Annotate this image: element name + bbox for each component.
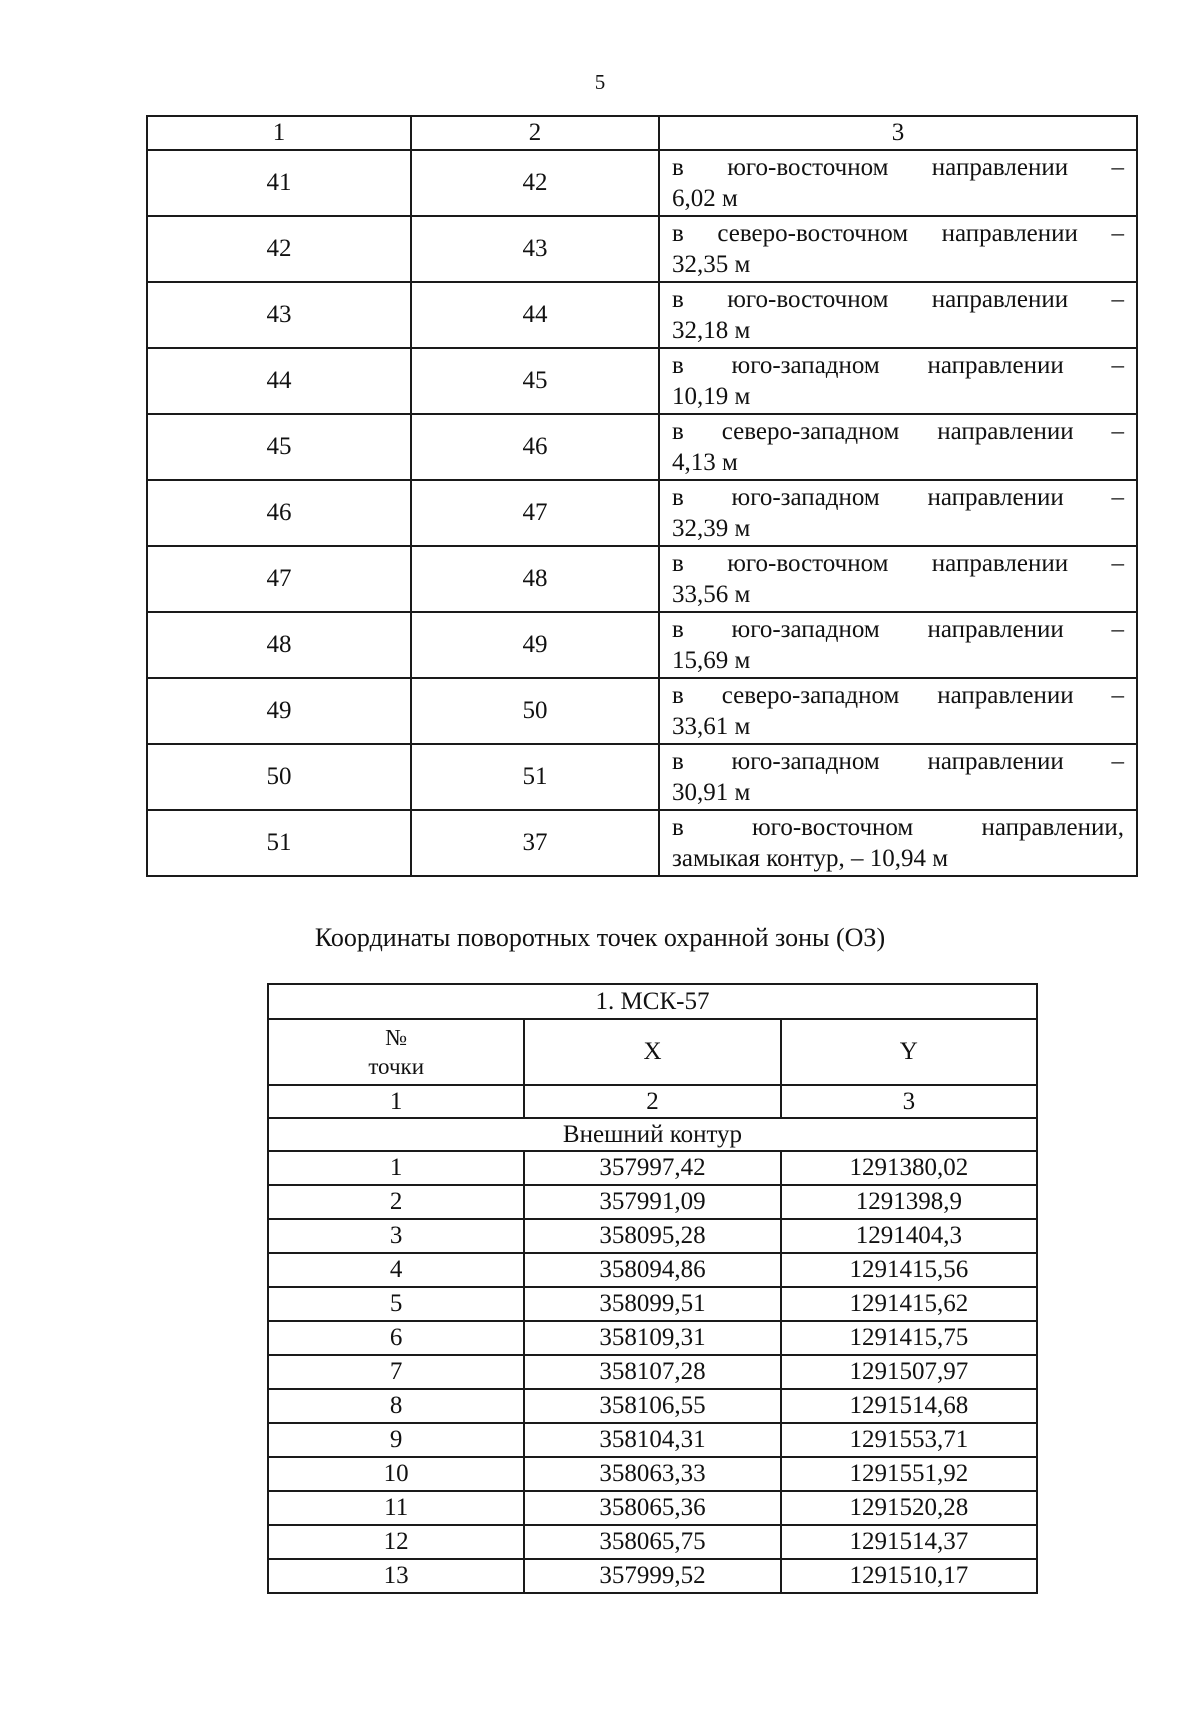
table-row: [147, 744, 1137, 810]
y-coordinate-cell: 1291415,75: [781, 1321, 1037, 1355]
to-point-cell: 42: [411, 150, 659, 216]
table-row: [268, 1253, 1037, 1287]
y-coordinate-cell: 1291510,17: [781, 1559, 1037, 1593]
to-point-cell: 43: [411, 216, 659, 282]
boundary-header-col2: 2: [411, 116, 659, 150]
table-row: [268, 1321, 1037, 1355]
distance-text: 32,39 м: [672, 515, 751, 542]
point-number-cell: 7: [268, 1355, 524, 1389]
coordinate-system-label: 1. МСК-57: [268, 984, 1037, 1019]
x-header: X: [524, 1019, 780, 1085]
to-point-cell: 46: [411, 414, 659, 480]
direction-description-cell: [659, 744, 1137, 810]
direction-text: в юго-западном направлении –: [672, 484, 1124, 511]
from-point-cell: 51: [147, 810, 411, 876]
x-coordinate-cell: 358065,36: [524, 1491, 780, 1525]
y-coordinate-cell: 1291520,28: [781, 1491, 1037, 1525]
from-point-cell: 50: [147, 744, 411, 810]
table-row: [268, 1457, 1037, 1491]
direction-description-cell: [659, 810, 1137, 876]
coordinates-table: [267, 983, 1038, 1594]
direction-text: в северо-западном направлении –: [672, 682, 1124, 709]
direction-text: в юго-восточном направлении –: [672, 154, 1124, 181]
from-point-cell: 49: [147, 678, 411, 744]
table-row: [268, 1219, 1037, 1253]
distance-text: 15,69 м: [672, 647, 751, 674]
distance-text: 32,18 м: [672, 317, 751, 344]
table-row: [268, 1151, 1037, 1185]
coords-col-number-1: 1: [268, 1085, 524, 1118]
direction-text: в северо-восточном направлении –: [672, 220, 1124, 247]
from-point-cell: 41: [147, 150, 411, 216]
table-row: [147, 348, 1137, 414]
point-number-cell: 9: [268, 1423, 524, 1457]
x-coordinate-cell: 358107,28: [524, 1355, 780, 1389]
distance-text: замыкая контур, – 10,94 м: [672, 845, 949, 872]
direction-text: в северо-западном направлении –: [672, 418, 1124, 445]
table-row: [147, 480, 1137, 546]
to-point-cell: 47: [411, 480, 659, 546]
from-point-cell: 45: [147, 414, 411, 480]
y-coordinate-cell: 1291380,02: [781, 1151, 1037, 1185]
to-point-cell: 45: [411, 348, 659, 414]
from-point-cell: 43: [147, 282, 411, 348]
direction-text: в юго-западном направлении –: [672, 748, 1124, 775]
point-number-cell: 1: [268, 1151, 524, 1185]
direction-description-cell: [659, 480, 1137, 546]
from-point-cell: 46: [147, 480, 411, 546]
y-header: Y: [781, 1019, 1037, 1085]
direction-text: в юго-западном направлении –: [672, 616, 1124, 643]
x-coordinate-cell: 358109,31: [524, 1321, 780, 1355]
boundary-header-col1: 1: [147, 116, 411, 150]
direction-description-cell: [659, 546, 1137, 612]
table-row: [147, 678, 1137, 744]
distance-text: 10,19 м: [672, 383, 751, 410]
point-number-cell: 10: [268, 1457, 524, 1491]
point-number-cell: 3: [268, 1219, 524, 1253]
y-coordinate-cell: 1291553,71: [781, 1423, 1037, 1457]
y-coordinate-cell: 1291415,62: [781, 1287, 1037, 1321]
point-number-cell: 13: [268, 1559, 524, 1593]
distance-text: 32,35 м: [672, 251, 751, 278]
x-coordinate-cell: 357997,42: [524, 1151, 780, 1185]
direction-text: в юго-восточном направлении –: [672, 286, 1124, 313]
distance-text: 4,13 м: [672, 449, 738, 476]
to-point-cell: 37: [411, 810, 659, 876]
table-row: [268, 1423, 1037, 1457]
table-row: [268, 1185, 1037, 1219]
direction-description-cell: [659, 612, 1137, 678]
distance-text: 30,91 м: [672, 779, 751, 806]
x-coordinate-cell: 358094,86: [524, 1253, 780, 1287]
y-coordinate-cell: 1291514,37: [781, 1525, 1037, 1559]
distance-text: 33,61 м: [672, 713, 751, 740]
direction-description-cell: [659, 678, 1137, 744]
to-point-cell: 44: [411, 282, 659, 348]
y-coordinate-cell: 1291514,68: [781, 1389, 1037, 1423]
point-number-cell: 8: [268, 1389, 524, 1423]
table-row: [268, 1525, 1037, 1559]
coords-header-row: [268, 1019, 1037, 1085]
x-coordinate-cell: 357999,52: [524, 1559, 780, 1593]
table-row: [147, 612, 1137, 678]
point-number-header-line1: №: [385, 1025, 408, 1050]
y-coordinate-cell: 1291404,3: [781, 1219, 1037, 1253]
direction-description-cell: [659, 414, 1137, 480]
to-point-cell: 50: [411, 678, 659, 744]
table-row: [268, 1389, 1037, 1423]
direction-description-cell: [659, 216, 1137, 282]
y-coordinate-cell: 1291507,97: [781, 1355, 1037, 1389]
to-point-cell: 51: [411, 744, 659, 810]
point-number-header-line2: точки: [368, 1054, 425, 1079]
distance-text: 33,56 м: [672, 581, 751, 608]
direction-text: в юго-восточном направлении –: [672, 550, 1124, 577]
y-coordinate-cell: 1291415,56: [781, 1253, 1037, 1287]
table-row: [147, 546, 1137, 612]
table-row: [268, 1559, 1037, 1593]
contour-label: Внешний контур: [268, 1118, 1037, 1151]
table-row: [147, 282, 1137, 348]
from-point-cell: 48: [147, 612, 411, 678]
x-coordinate-cell: 358099,51: [524, 1287, 780, 1321]
to-point-cell: 48: [411, 546, 659, 612]
x-coordinate-cell: 358104,31: [524, 1423, 780, 1457]
point-number-cell: 5: [268, 1287, 524, 1321]
coordinate-system-row: [268, 984, 1037, 1019]
table-row: [147, 216, 1137, 282]
direction-text: в юго-западном направлении –: [672, 352, 1124, 379]
direction-description-cell: [659, 150, 1137, 216]
x-coordinate-cell: 358065,75: [524, 1525, 780, 1559]
direction-description-cell: [659, 282, 1137, 348]
y-coordinate-cell: 1291398,9: [781, 1185, 1037, 1219]
table-row: [147, 810, 1137, 876]
direction-text: в юго-восточном направлении,: [672, 814, 1124, 841]
boundary-header-row: [147, 116, 1137, 150]
x-coordinate-cell: 358063,33: [524, 1457, 780, 1491]
point-number-cell: 11: [268, 1491, 524, 1525]
point-number-cell: 12: [268, 1525, 524, 1559]
x-coordinate-cell: 358095,28: [524, 1219, 780, 1253]
from-point-cell: 42: [147, 216, 411, 282]
table-row: [268, 1287, 1037, 1321]
section-title: Координаты поворотных точек охранной зоны (ОЗ): [314, 923, 886, 952]
contour-row: [268, 1118, 1037, 1151]
table-row: [147, 414, 1137, 480]
x-coordinate-cell: 357991,09: [524, 1185, 780, 1219]
coords-col-number-2: 2: [524, 1085, 780, 1118]
y-coordinate-cell: 1291551,92: [781, 1457, 1037, 1491]
coords-column-number-row: [268, 1085, 1037, 1118]
coords-col-number-3: 3: [781, 1085, 1037, 1118]
point-number-header: [268, 1019, 524, 1085]
distance-text: 6,02 м: [672, 185, 738, 212]
table-row: [147, 150, 1137, 216]
direction-description-cell: [659, 348, 1137, 414]
boundary-description-table: [146, 115, 1138, 877]
from-point-cell: 47: [147, 546, 411, 612]
boundary-header-col3: 3: [659, 116, 1137, 150]
point-number-cell: 2: [268, 1185, 524, 1219]
from-point-cell: 44: [147, 348, 411, 414]
point-number-cell: 6: [268, 1321, 524, 1355]
page-number: 5: [594, 70, 606, 94]
to-point-cell: 49: [411, 612, 659, 678]
point-number-cell: 4: [268, 1253, 524, 1287]
table-row: [268, 1491, 1037, 1525]
table-row: [268, 1355, 1037, 1389]
x-coordinate-cell: 358106,55: [524, 1389, 780, 1423]
